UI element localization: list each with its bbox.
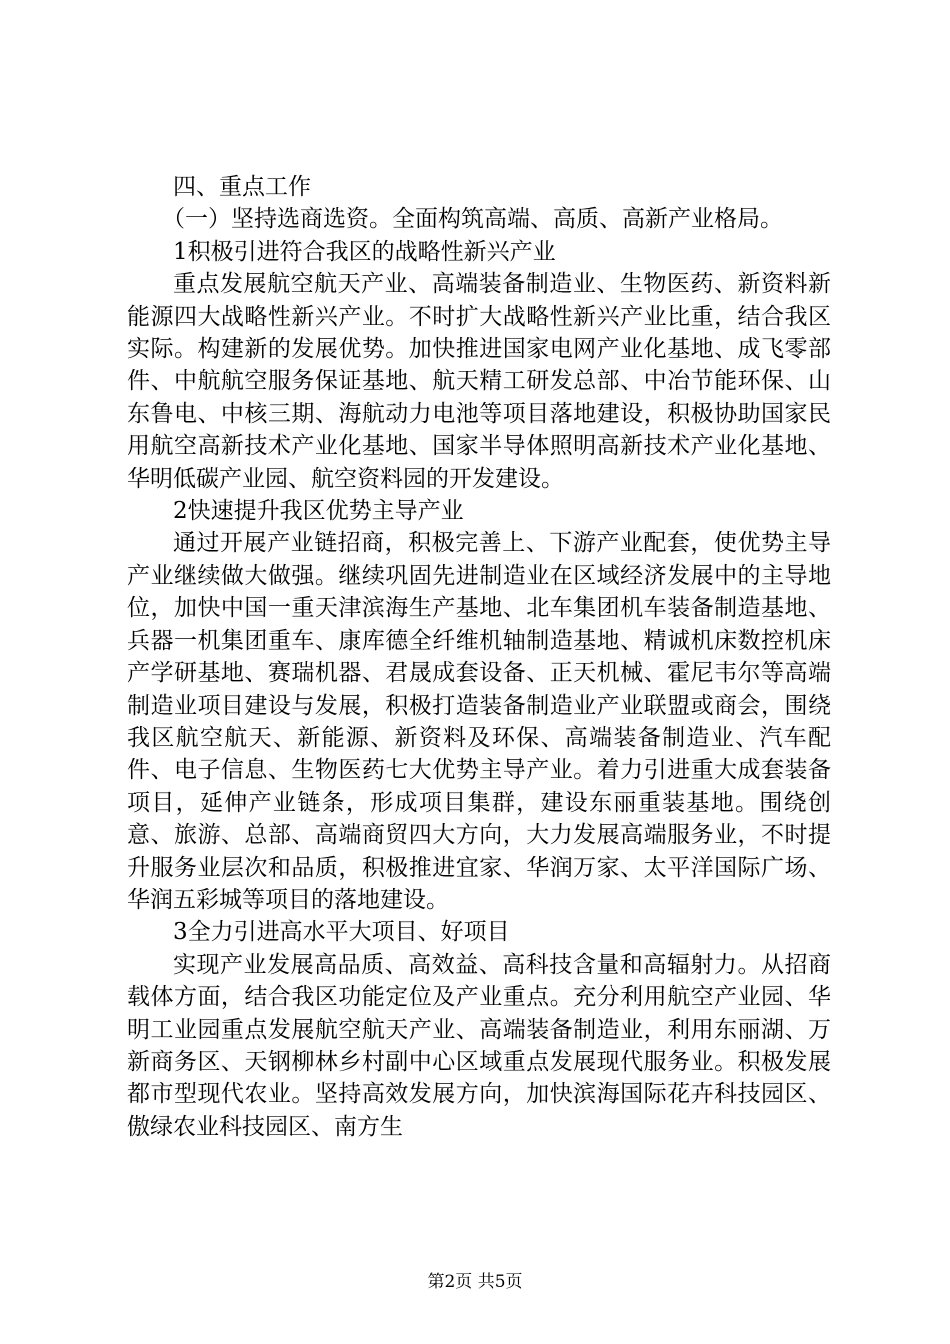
item-1-body: 重点发展航空航天产业、高端装备制造业、生物医药、新资料新能源四大战略性新兴产业。不时扩大战略性新兴产业比重，结合我区实际。构建新的发展优势。加快推进国家电网产业化基地、成飞零部件、中航航空服务保证基地、航天精工研发总部、中冶节能环保、山东鲁电、中核三期、海航动力电池等项目落地建设，积极协助国家民用航空高新技术产业化基地、国家半导体照明高新技术产业化基地、华明低碳产业园、航空资料园的开发建设。 (127, 271, 831, 492)
item-3-body: 实现产业发展高品质、高效益、高科技含量和高辐射力。从招商载体方面，结合我区功能定位及产业重点。充分利用航空产业园、华明工业园重点发展航空航天产业、高端装备制造业，利用东丽湖、万新商务区、天钢柳林乡村副中心区域重点发展现代服务业。积极发展都市型现代农业。坚持高效发展方向，加快滨海国际花卉科技园区、傲绿农业科技园区、南方生 (127, 951, 831, 1140)
item-2-body: 通过开展产业链招商，积极完善上、下游产业配套，使优势主导产业继续做大做强。继续巩固先进制造业在区域经济发展中的主导地位，加快中国一重天津滨海生产基地、北车集团机车装备制造基地、兵器一机集团重车、康库德全纤维机轴制造基地、精诚机床数控机床产学研基地、赛瑞机器、君晟成套设备、正天机械、霍尼韦尔等高端制造业项目建设与发展，积极打造装备制造业产业联盟或商会，围绕我区航空航天、新能源、新资料及环保、高端装备制造业、汽车配件、电子信息、生物医药七大优势主导产业。着力引进重大成套装备项目，延伸产业链条，形成项目集群，建设东丽重装基地。围绕创意、旅游、总部、高端商贸四大方向，大力发展高端服务业，不时提升服务业层次和品质，积极推进宜家、华润万家、太平洋国际广场、华润五彩城等项目的落地建设。 (127, 530, 831, 913)
document-body (127, 171, 831, 1143)
page-number-label: 第2页 共5页 (427, 1272, 523, 1292)
item-1-title: 1积极引进符合我区的战略性新兴产业 (173, 238, 556, 265)
page-footer (0, 1271, 950, 1293)
section-heading: 四、重点工作 (173, 174, 311, 200)
item-2-title: 2快速提升我区优势主导产业 (173, 498, 464, 525)
item-3-title: 3全力引进高水平大项目、好项目 (173, 919, 510, 946)
sub-heading: （一）坚持选商选资。全面构筑高端、高质、高新产业格局。 (162, 206, 783, 233)
